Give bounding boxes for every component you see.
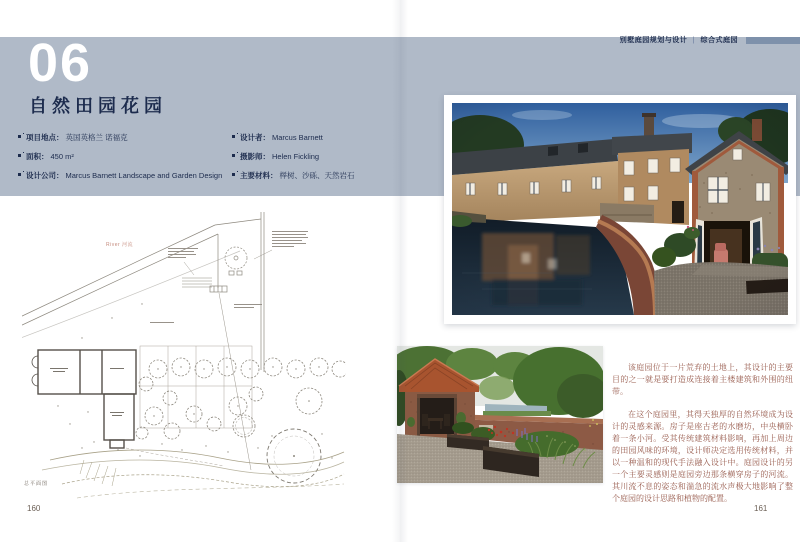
- square-bullet-icon: [232, 154, 235, 157]
- plan-building-outline: [32, 350, 136, 448]
- running-head-divider: |: [692, 37, 696, 44]
- page-number-left: 160: [27, 504, 41, 513]
- info-label: 项目地点：: [26, 133, 64, 142]
- running-head: [620, 36, 738, 46]
- info-label: 面积：: [26, 152, 49, 161]
- project-info-row: [18, 128, 226, 147]
- info-value: 450 m²: [50, 152, 74, 161]
- project-info-right-column: [232, 128, 407, 185]
- info-value: Marcus Barnett Landscape and Garden Design: [65, 171, 223, 180]
- plan-river-label: River 河流: [106, 242, 134, 248]
- article-paragraph: 该庭园位于一片荒弃的土地上，其设计的主要目的之一就是要打造成连接着主楼建筑和外围的纽带。: [612, 363, 793, 396]
- running-head-section: 综合式庭园: [700, 37, 738, 44]
- info-value: 英国英格兰 诺福克: [65, 133, 128, 142]
- chapter-number: 06: [28, 33, 93, 93]
- project-info-left-column: [18, 128, 226, 185]
- plan-caption: 总平面图: [24, 481, 49, 487]
- square-bullet-icon: [232, 135, 235, 138]
- chapter-title: 自然田园花园: [29, 96, 167, 116]
- header-accent-bar: [746, 37, 800, 44]
- site-plan-drawing: [22, 198, 346, 504]
- page-fold: [392, 0, 408, 542]
- site-plan-svg: [22, 198, 346, 504]
- photo-garden-pavilion: [397, 346, 603, 483]
- square-bullet-icon: [232, 173, 235, 176]
- project-info-row: [18, 147, 226, 166]
- info-label: 设计者：: [240, 133, 270, 142]
- running-head-book-title: 别墅庭园规划与设计: [619, 37, 688, 44]
- article-text: [612, 362, 793, 516]
- info-value: 榉树、沙砾、天然岩石: [279, 171, 355, 180]
- square-bullet-icon: [18, 154, 21, 157]
- info-value: Helen Fickling: [272, 152, 320, 161]
- info-value: Marcus Barnett: [272, 133, 323, 142]
- project-info-row: [18, 166, 226, 185]
- plan-annotation-lines: [150, 231, 308, 323]
- page-number-right: 161: [754, 504, 768, 513]
- project-info-row: [232, 166, 407, 185]
- article-paragraph: 在这个庭园里，其得天独厚的自然环境成为设计的灵感来源。房子是座古老的水磨坊，中央横卧着一条小河。受其传统建筑材料影响，再加上周边的田园风味的环境，设计师决定选用传统材料，并以一种温和的现代手法融入设计中。庭园设计的另一个主要灵感则是庭园旁边那条横穿房子的河流。其川流不息的姿态和湍急的流水声极大地影响了整个庭园的设计思路和植物的配置。: [612, 410, 793, 503]
- info-label: 摄影师：: [240, 152, 270, 161]
- info-label: 设计公司：: [26, 171, 64, 180]
- info-label: 主要材料：: [240, 171, 278, 180]
- project-info-row: [232, 128, 407, 147]
- square-bullet-icon: [18, 135, 21, 138]
- square-bullet-icon: [18, 173, 21, 176]
- project-info-row: [232, 147, 407, 166]
- photo-mill-house: [452, 103, 788, 315]
- plan-trees: [136, 358, 346, 483]
